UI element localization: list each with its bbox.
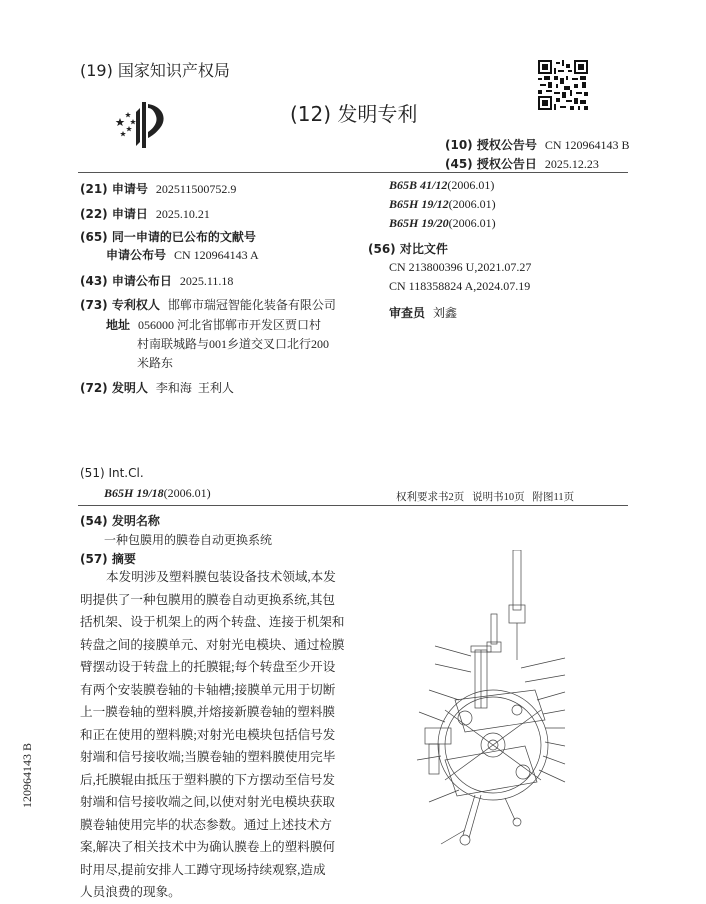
intcl-label-text: (51) Int.Cl.: [80, 466, 144, 480]
abstract-line: 臂摆动设于转盘上的托膜辊;每个转盘至少开设: [80, 660, 336, 674]
ipc-code-2-date: (2006.01): [448, 197, 496, 211]
ipc-code-3: [389, 216, 496, 231]
abstract-line: 膜卷轴使用完毕的状态参数。通过上述技术方: [80, 817, 332, 832]
abstract-line: 明提供了一种包膜用的膜卷自动更换系统,其包: [80, 592, 336, 607]
app-pub-date-value: 2025.11.18: [179, 274, 234, 288]
application-publication-date: [80, 272, 233, 289]
qr-code: [538, 60, 588, 110]
prior-label: (65) 同一申请的已公布的文献号: [80, 230, 256, 244]
application-number: [80, 180, 236, 197]
abstract-label: (57) 摘要: [80, 552, 136, 566]
patentee: [80, 296, 336, 313]
references-label: (56) 对比文件: [368, 242, 448, 256]
abstract-divider: [78, 505, 628, 506]
patentee-value: 邯郸市瑞冠智能化装备有限公司: [167, 298, 336, 312]
app-no-value: 202511500752.9: [155, 182, 237, 196]
ipc-code-1-date: (2006.01): [447, 178, 495, 192]
address-line-1: 056000 河北省邯郸市开发区贾口村: [138, 318, 322, 332]
header-divider: [78, 172, 628, 173]
cnipa-logo: [112, 98, 172, 150]
inventor-value: 李和海 王利人: [155, 381, 234, 395]
app-no-label: (21) 申请号: [80, 182, 148, 196]
app-date-label: (22) 申请日: [80, 207, 148, 221]
inventors: [80, 379, 234, 396]
application-date: [80, 205, 210, 222]
grant-pub-date-value: 2025.12.23: [544, 157, 599, 171]
ipc-code-2-code: B65H 19/12: [389, 197, 449, 211]
abstract-line: 上一膜卷轴的塑料膜,并熔接新膜卷轴的塑料膜: [80, 705, 336, 719]
ipc-code-3-date: (2006.01): [448, 216, 496, 230]
abstract-line: 括机架、设于机架上的两个转盘、连接于机架和: [80, 615, 345, 629]
app-date-value: 2025.10.21: [155, 207, 210, 221]
abstract-line: 时用尽,提前安排人工蹲守现场持续观察,造成: [80, 862, 326, 877]
abstract-line: 和正在使用的塑料膜;对射光电模块包括信号发: [80, 727, 336, 742]
address: [106, 316, 321, 333]
prior-publication-number: [106, 246, 259, 263]
grant-pub-no-label: (10) 授权公告号: [445, 138, 537, 152]
grant-pub-date-label: (45) 授权公告日: [445, 157, 537, 171]
patentee-label: (73) 专利权人: [80, 298, 160, 312]
abstract-line: 本发明涉及塑料膜包装设备技术领域,本发: [106, 570, 336, 584]
address-line-3: 米路东: [137, 356, 174, 370]
intcl-code-value: B65H 19/18: [104, 486, 164, 500]
abstract-line: 人员浪费的现象。: [80, 885, 181, 899]
office-name: (19) 国家知识产权局: [80, 61, 230, 80]
abstract-line: 转盘之间的接膜单元、对射光电模块、通过检膜: [80, 637, 345, 652]
abstract-line: 有两个安装膜卷轴的卡轴槽;接膜单元用于切断: [80, 682, 336, 697]
side-patent-number: 120964143 B: [20, 742, 34, 808]
app-pub-date-label: (43) 申请公布日: [80, 274, 172, 288]
abstract-line: 后,托膜辊由抵压于塑料膜的下方摆动至信号发: [80, 772, 336, 787]
prior-publication: [80, 228, 264, 245]
prior-pub-label: 申请公布号: [106, 248, 167, 262]
ipc-code-1-code: B65B 41/12: [389, 178, 448, 192]
ipc-code-2: [389, 197, 496, 212]
intcl-code: [104, 486, 211, 501]
reference-2: CN 118358824 A,2024.07.19: [389, 279, 531, 293]
abstract-line: 射端和信号接收端之间,以使对射光电模块获取: [80, 795, 336, 809]
title-label: (54) 发明名称: [80, 514, 160, 528]
ipc-code-1: [389, 178, 494, 193]
examiner: [389, 304, 457, 321]
examiner-value: 刘鑫: [433, 306, 458, 320]
abstract-line: 案,解决了相关技术中为确认膜卷上的塑料膜何: [80, 840, 336, 854]
technical-drawing: [405, 550, 585, 850]
document-type: (12) 发明专利: [290, 102, 418, 126]
examiner-label: 审查员: [389, 306, 426, 320]
prior-pub-value: CN 120964143 A: [174, 248, 259, 262]
abstract-text: [80, 566, 344, 904]
grant-pub-no-value: CN 120964143 B: [544, 138, 630, 152]
grant-pub-date: [445, 155, 599, 172]
grant-pub-no: [445, 136, 630, 153]
address-label: 地址: [106, 318, 131, 332]
intcl-date: (2006.01): [163, 486, 211, 500]
abstract-line: 射端和信号接收端;当膜卷轴的塑料膜使用完毕: [80, 750, 336, 764]
page-counts: 权利要求书2页 说明书10页 附图11页: [396, 492, 575, 503]
invention-title: 一种包膜用的膜卷自动更换系统: [104, 533, 273, 547]
ipc-code-3-code: B65H 19/20: [389, 216, 449, 230]
intcl-label: [80, 466, 152, 480]
reference-1: CN 213800396 U,2021.07.27: [389, 260, 532, 274]
address-line-2: 村南联城路与001乡道交叉口北行200: [137, 337, 330, 351]
inventor-label: (72) 发明人: [80, 381, 148, 395]
